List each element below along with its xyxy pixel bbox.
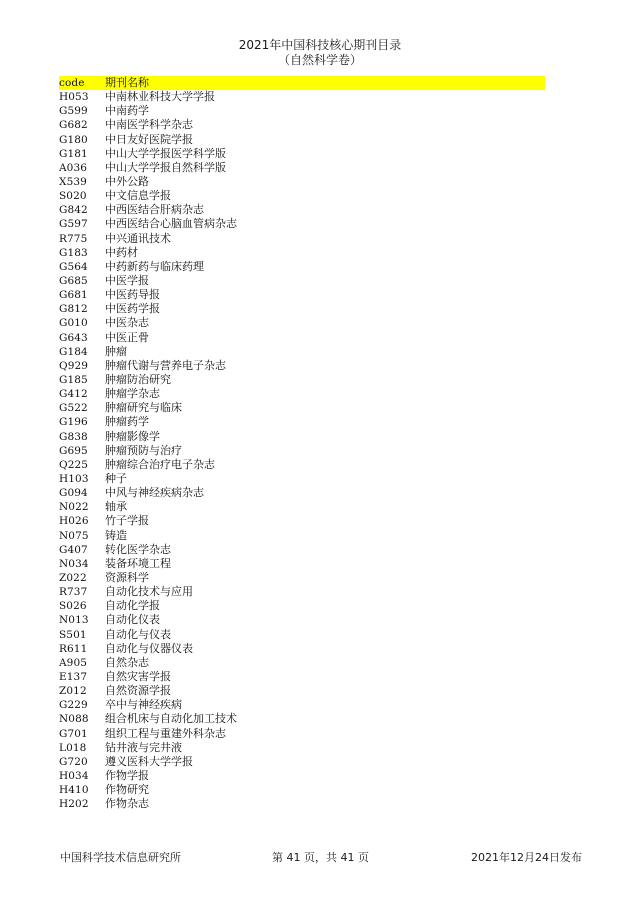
document-title: 2021年中国科技核心期刊目录: [238, 38, 402, 52]
journal-name: 自动化学报: [105, 599, 160, 613]
header-name: 期刊名称: [105, 76, 149, 90]
table-row: [59, 401, 545, 415]
table-row: [59, 288, 545, 302]
table-row: [59, 642, 545, 656]
journal-name: 轴承: [105, 500, 127, 514]
journal-code: G597: [59, 218, 88, 231]
table-row: [59, 755, 545, 769]
journal-name: 中日友好医院学报: [105, 132, 193, 146]
table-row: [59, 373, 545, 387]
table-row: [59, 387, 545, 401]
table-row: [59, 529, 545, 543]
journal-code: G599: [59, 105, 88, 118]
journal-name: 肿瘤预防与治疗: [105, 443, 182, 457]
journal-name: 组合机床与自动化加工技术: [105, 712, 237, 726]
journal-name: 装备环境工程: [105, 556, 171, 570]
journal-name: 肿瘤影像学: [105, 429, 160, 443]
journal-code: G695: [59, 444, 88, 457]
document-subtitle: （自然科学卷）: [277, 53, 362, 67]
journal-code: H103: [59, 473, 89, 485]
table-row: [59, 161, 545, 175]
table-row: [59, 316, 545, 330]
journal-name: 中药材: [105, 245, 138, 259]
table-row: [59, 217, 545, 231]
journal-code: G183: [59, 246, 88, 259]
journal-name: 中医杂志: [105, 316, 149, 330]
journal-code: Q225: [59, 458, 89, 471]
table-row: [59, 684, 545, 698]
table-row: [59, 698, 545, 712]
table-row: [59, 189, 545, 203]
journal-name: 竹子学报: [105, 514, 149, 528]
table-row: [59, 104, 545, 118]
journal-name: 肿瘤综合治疗电子杂志: [105, 457, 215, 471]
table-row: [59, 514, 545, 528]
journal-code: Z022: [59, 571, 87, 584]
journal-code: N075: [59, 529, 89, 542]
journal-name: 中南医学科学杂志: [105, 118, 193, 132]
journal-code: A036: [59, 161, 88, 174]
journal-code: N034: [59, 557, 89, 570]
journal-code: G184: [59, 345, 88, 358]
table-row: [59, 203, 545, 217]
journal-code: G812: [59, 303, 88, 316]
table-row: [59, 712, 545, 726]
journal-name: 自动化仪表: [105, 613, 160, 627]
journal-name: 肿瘤学杂志: [105, 387, 160, 401]
footer-page-info: 第 41 页，共 41 页: [272, 851, 369, 864]
journal-name: 转化医学杂志: [105, 542, 171, 556]
table-row: [59, 783, 545, 797]
journal-name: 自动化与仪表: [105, 627, 171, 641]
journal-code: G181: [59, 147, 88, 160]
journal-name: 肿瘤药学: [105, 415, 149, 429]
table-row: [59, 430, 545, 444]
journal-name: 中药新药与临床药理: [105, 259, 204, 273]
journal-code: G229: [59, 699, 88, 712]
journal-code: X539: [59, 176, 87, 189]
table-row: [59, 359, 545, 373]
table-header-row: [59, 76, 545, 90]
table-row: [59, 627, 545, 641]
journal-name: 中山大学学报医学科学版: [105, 146, 226, 160]
table-row: [59, 486, 545, 500]
journal-code: G522: [59, 402, 88, 415]
journal-code: G407: [59, 543, 88, 556]
journal-code: G682: [59, 119, 88, 132]
journal-code: S026: [59, 600, 87, 613]
journal-code: H202: [59, 798, 89, 811]
journal-code: L018: [59, 741, 87, 754]
journal-name: 肿瘤代谢与营养电子杂志: [105, 358, 226, 372]
table-row: [59, 571, 545, 585]
journal-name: 中西医结合心脑血管病杂志: [105, 217, 237, 231]
table-row: [59, 133, 545, 147]
table-row: [59, 302, 545, 316]
journal-code: G681: [59, 289, 88, 302]
table-row: [59, 585, 545, 599]
footer-release-date: 2021年12月24日发布: [471, 851, 582, 864]
table-row: [59, 345, 545, 359]
journal-name: 中外公路: [105, 175, 149, 189]
journal-code: R611: [59, 642, 88, 655]
table-row: [59, 670, 545, 684]
journal-name: 中风与神经疾病杂志: [105, 486, 204, 500]
journal-code: S020: [59, 190, 87, 203]
journal-code: G185: [59, 374, 88, 387]
table-row: [59, 331, 545, 345]
journal-code: G842: [59, 204, 88, 217]
journal-name: 中南药学: [105, 104, 149, 118]
journal-code: Q929: [59, 359, 89, 372]
table-row: [59, 543, 545, 557]
table-row: [59, 147, 545, 161]
journal-name: 作物研究: [105, 783, 149, 797]
journal-name: 肿瘤: [105, 344, 127, 358]
table-row: [59, 260, 545, 274]
journal-code: Z012: [59, 685, 87, 698]
journal-name: 肿瘤研究与临床: [105, 401, 182, 415]
table-row: [59, 232, 545, 246]
journal-code: G180: [59, 133, 88, 146]
journal-code: H026: [59, 515, 89, 528]
journal-name: 组织工程与重建外科杂志: [105, 726, 226, 740]
journal-name: 卒中与神经疾病: [105, 698, 182, 712]
journal-name: 自动化技术与应用: [105, 585, 193, 599]
journal-code: H410: [59, 784, 89, 797]
table-row: [59, 175, 545, 189]
journal-code: G838: [59, 430, 88, 443]
journal-name: 中医药导报: [105, 288, 160, 302]
journal-code: R775: [59, 232, 88, 245]
journal-code: N013: [59, 614, 89, 627]
journal-name: 资源科学: [105, 570, 149, 584]
journal-name: 中西医结合肝病杂志: [105, 203, 204, 217]
journal-name: 遵义医科大学学报: [105, 754, 193, 768]
table-row: [59, 118, 545, 132]
table-row: [59, 458, 545, 472]
journal-name: 钻井液与完井液: [105, 740, 182, 754]
journal-name: 作物学报: [105, 768, 149, 782]
journal-code: G720: [59, 755, 88, 768]
table-row: [59, 599, 545, 613]
journal-name: 中医学报: [105, 274, 149, 288]
journal-name: 作物杂志: [105, 797, 149, 811]
journal-name: 自然杂志: [105, 655, 149, 669]
table-body: [59, 90, 545, 811]
table-row: [59, 613, 545, 627]
journal-code: H053: [59, 91, 89, 104]
table-row: [59, 90, 545, 104]
journal-code: G412: [59, 388, 88, 401]
journal-table: [59, 76, 545, 811]
journal-code: G685: [59, 275, 88, 288]
journal-name: 自然资源学报: [105, 684, 171, 698]
journal-name: 种子: [105, 472, 127, 485]
table-row: [59, 500, 545, 514]
table-row: [59, 797, 545, 811]
journal-name: 自动化与仪器仪表: [105, 641, 193, 655]
journal-name: 自然灾害学报: [105, 669, 171, 683]
journal-name: 中医药学报: [105, 302, 160, 316]
table-row: [59, 557, 545, 571]
table-row: [59, 769, 545, 783]
table-row: [59, 726, 545, 740]
journal-code: S501: [59, 628, 87, 641]
footer-publisher: 中国科学技术信息研究所: [60, 851, 181, 864]
journal-name: 肿瘤防治研究: [105, 373, 171, 387]
journal-code: A905: [59, 656, 88, 669]
table-row: [59, 656, 545, 670]
journal-name: 中医正骨: [105, 330, 149, 344]
journal-name: 中文信息学报: [105, 189, 171, 203]
journal-name: 中南林业科技大学学报: [105, 90, 215, 104]
table-row: [59, 415, 545, 429]
table-row: [59, 246, 545, 260]
journal-name: 铸造: [105, 528, 127, 542]
table-row: [59, 741, 545, 755]
journal-code: G701: [59, 727, 88, 740]
table-row: [59, 472, 545, 486]
journal-name: 中山大学学报自然科学版: [105, 160, 226, 174]
journal-code: G196: [59, 416, 88, 429]
table-row: [59, 444, 545, 458]
journal-code: G094: [59, 487, 88, 500]
journal-code: N088: [59, 713, 89, 726]
journal-code: N022: [59, 501, 89, 514]
journal-code: G010: [59, 317, 88, 330]
journal-code: G564: [59, 260, 88, 273]
header-code: code: [59, 77, 85, 90]
journal-code: H034: [59, 769, 89, 782]
journal-code: R737: [59, 586, 88, 599]
journal-code: E137: [59, 670, 88, 683]
journal-code: G643: [59, 331, 88, 344]
table-row: [59, 274, 545, 288]
journal-name: 中兴通讯技术: [105, 231, 171, 245]
